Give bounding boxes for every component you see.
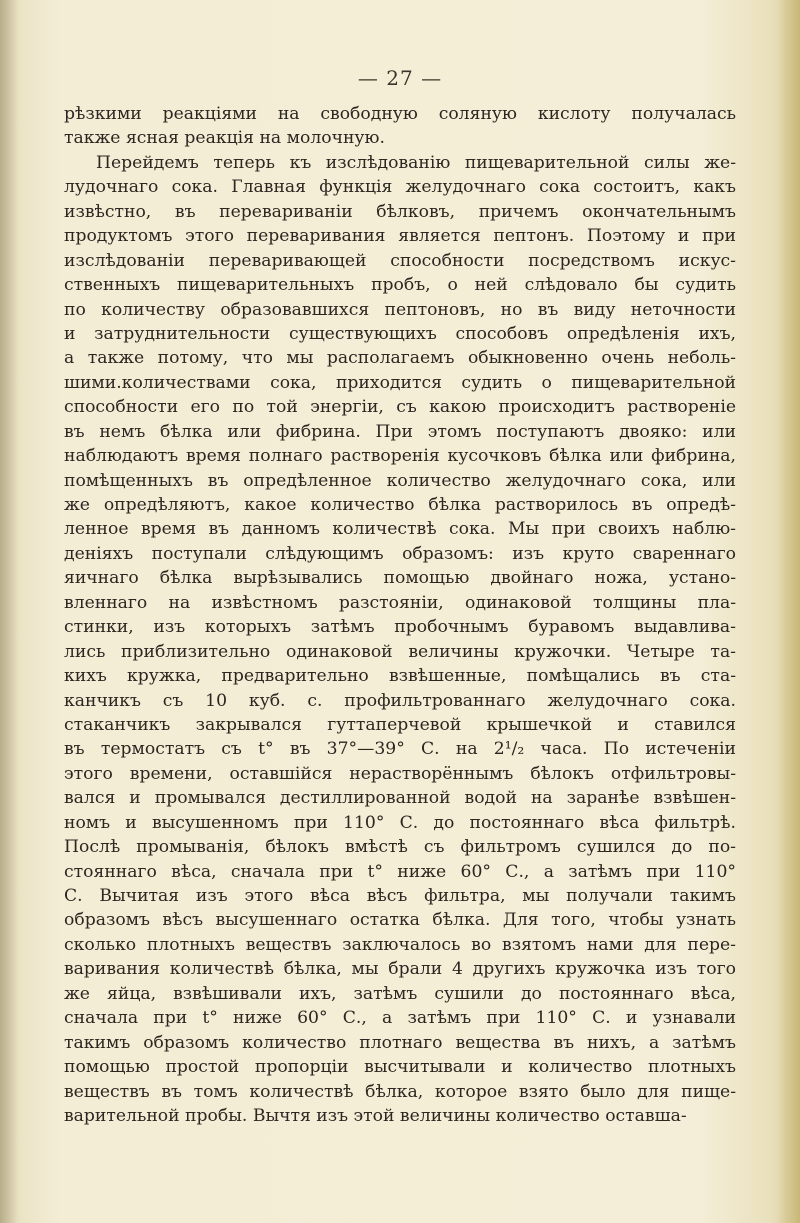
text-line: сколько плотныхъ веществъ заключалось во взятомъ нами для пере-: [64, 934, 736, 955]
text-line: стаканчикъ закрывался гуттаперчевой крышечкой и ставился: [64, 714, 736, 735]
text-line: С. Вычитая изъ этого вѣса вѣсъ фильтра, мы получали такимъ: [64, 886, 736, 906]
text-line: такимъ образомъ количество плотнаго вещества въ нихъ, а затѣмъ: [64, 1032, 736, 1053]
text-line: наблюдаютъ время полнаго растворенія кусочковъ бѣлка или фибрина,: [64, 446, 736, 467]
text-line: Перейдемъ теперь къ изслѣдованію пищеварительной силы же-: [96, 152, 736, 173]
text-line: этого времени, оставшійся нерастворённымъ бѣлокъ отфильтровы-: [64, 763, 736, 784]
text-line: ственныхъ пищеварительныхъ пробъ, о ней слѣдовало бы судить: [64, 275, 736, 296]
text-line: и затруднительности существующихъ способовъ опредѣленія ихъ,: [64, 323, 736, 344]
text-line: деніяхъ поступали слѣдующимъ образомъ: изъ круто свареннаго: [64, 543, 736, 564]
text-line: изслѣдованіи переваривающей способности посредствомъ искус-: [64, 250, 736, 271]
text-line: также ясная реакція на молочную.: [64, 128, 385, 149]
text-line: продуктомъ этого переваривания является пептонъ. Поэтому и при: [64, 226, 736, 247]
page-number: — 27 —: [357, 66, 443, 90]
text-line: сначала при t° ниже 60° С., а затѣмъ при 110° С. и узнавали: [64, 1008, 736, 1029]
text-line: лудочнаго сока. Главная функція желудочнаго сока состоитъ, какъ: [64, 177, 736, 198]
text-line: номъ и высушенномъ при 110° С. до постояннаго вѣса фильтрѣ.: [64, 812, 736, 833]
text-line: яичнаго бѣлка вырѣзывались помощью двойнаго ножа, устано-: [64, 568, 736, 589]
text-line: извѣстно, въ перевариваніи бѣлковъ, причемъ окончательнымъ: [64, 201, 736, 222]
text-line: Послѣ промыванія, бѣлокъ вмѣстѣ съ фильтромъ сушился до по-: [64, 837, 736, 858]
text-line: въ немъ бѣлка или фибрина. При этомъ поступаютъ двояко: или: [64, 421, 736, 442]
text-line: ленное время въ данномъ количествѣ сока. Мы при своихъ наблю-: [64, 519, 736, 540]
text-line: канчикъ съ 10 куб. с. профильтрованнаго желудочнаго сока.: [64, 690, 736, 711]
binding-gutter-shadow: [0, 0, 18, 1223]
text-line: помѣщенныхъ въ опредѣленное количество желудочнаго сока, или: [64, 470, 736, 491]
text-line: рѣзкими реакціями на свободную соляную кислоту получалась: [64, 104, 736, 124]
text-line: веществъ въ томъ количествѣ бѣлка, которое взято было для пище-: [64, 1081, 736, 1102]
text-line: варивания количествѣ бѣлка, мы брали 4 другихъ кружочка изъ того: [64, 959, 736, 980]
text-line: а также потому, что мы располагаемъ обыкновенно очень неболь-: [64, 348, 736, 369]
text-line: вленнаго на извѣстномъ разстояніи, одинаковой толщины пла-: [64, 592, 736, 613]
text-line: образомъ вѣсъ высушеннаго остатка бѣлка. Для того, чтобы узнать: [64, 910, 736, 931]
text-line: вался и промывался дестиллированной водой на заранѣе взвѣшен-: [64, 788, 736, 809]
text-line: стинки, изъ которыхъ затѣмъ пробочнымъ буравомъ выдавлива-: [64, 617, 736, 638]
text-line: помощью простой пропорціи высчитывали и количество плотныхъ: [64, 1057, 736, 1078]
page-edge-right: [778, 0, 800, 1223]
body-text: [64, 102, 736, 1128]
text-line: лись приблизительно одинаковой величины кружочки. Четыре та-: [64, 641, 736, 662]
text-line: по количеству образовавшихся пептоновъ, но въ виду неточности: [64, 299, 736, 320]
text-line: стояннаго вѣса, сначала при t° ниже 60° С., а затѣмъ при 110°: [64, 861, 736, 882]
text-line: въ термостатъ съ t° въ 37°—39° С. на 2¹/₂ часа. По истеченіи: [64, 739, 736, 760]
text-line: способности его по той энергіи, съ какою происходитъ раствореніе: [64, 397, 736, 418]
text-line: же яйца, взвѣшивали ихъ, затѣмъ сушили до постояннаго вѣса,: [64, 983, 736, 1004]
text-line: шими.количествами сока, приходится судить о пищеварительной: [64, 372, 736, 393]
text-line: же опредѣляютъ, какое количество бѣлка растворилось въ опредѣ-: [64, 495, 736, 515]
text-line: кихъ кружка, предварительно взвѣшенные, помѣщались въ ста-: [64, 666, 736, 687]
text-line: варительной пробы. Вычтя изъ этой величины количество оставша-: [64, 1105, 687, 1126]
